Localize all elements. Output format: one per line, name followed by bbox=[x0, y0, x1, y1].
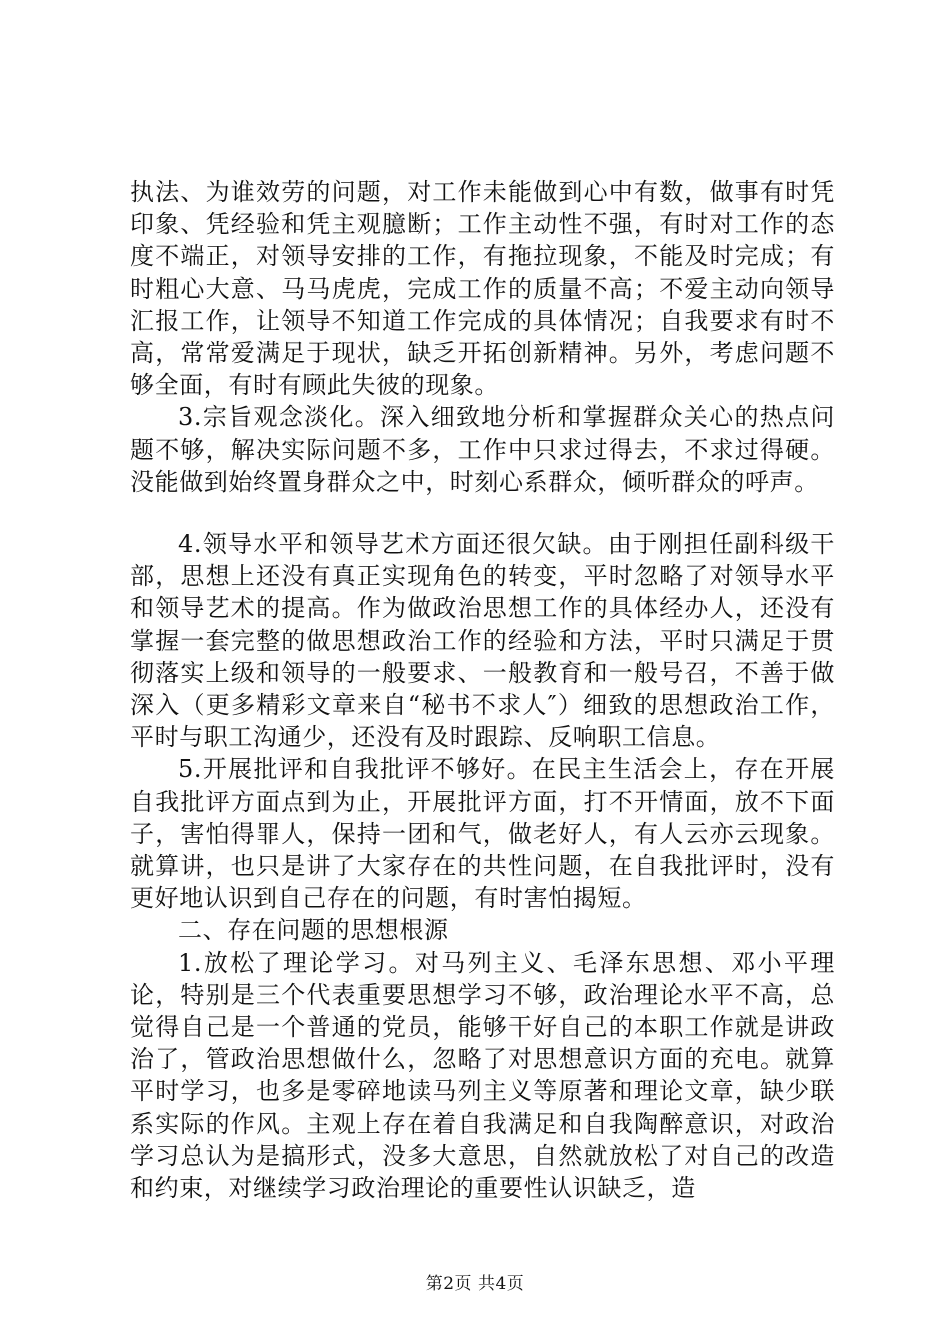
paragraph-gap bbox=[130, 498, 835, 528]
page-footer: 第2页 共4页 bbox=[425, 1274, 525, 1294]
paragraph-item-4: 4.领导水平和领导艺术方面还很欠缺。由于刚担任副科级干部，思想上还没有真正实现角色的转变，平时忽略了对领导水平和领导艺术的提高。作为做政治思想工作的具体经办人，还没有掌握一套完整的做思想政治工作的经验和方法，平时只满足于贯彻落实上级和领导的一般要求、一般教育和一般号召，不善于做深入（更多精彩文章来自“秘书不求人″）细致的思想政治工作，平时与职工沟通少，还没有及时跟踪、反响职工信息。 bbox=[130, 530, 835, 752]
paragraph-item-3: 3.宗旨观念淡化。深入细致地分析和掌握群众关心的热点问题不够，解决实际问题不多，工作中只求过得去，不求过得硬。没能做到始终置身群众之中，时刻心系群众，倾听群众的呼声。 bbox=[130, 403, 835, 496]
paragraph-item-1: 1.放松了理论学习。对马列主义、毛泽东思想、邓小平理论，特别是三个代表重要思想学习不够，政治理论水平不高，总觉得自己是一个普通的党员，能够干好自己的本职工作就是讲政治了，管政治思想做什么，忽略了对思想意识方面的充电。就算平时学习，也多是零碎地读马列主义等原著和理论文章，缺少联系实际的作风。主观上存在着自我满足和自我陶醉意识，对政治学习总认为是搞形式，没多大意思，自然就放松了对自己的改造和约束，对继续学习政治理论的重要性认识缺乏，造 bbox=[130, 948, 835, 1203]
paragraph-item-5: 5.开展批评和自我批评不够好。在民主生活会上，存在开展自我批评方面点到为止，开展批评方面，打不开情面，放不下面子，害怕得罪人，保持一团和气，做老好人，有人云亦云现象。就算讲，也只是讲了大家存在的共性问题，在自我批评时，没有更好地认识到自己存在的问题，有时害怕揭短。 bbox=[130, 755, 835, 913]
document-body bbox=[130, 176, 835, 1204]
section-heading: 二、存在问题的思想根源 bbox=[178, 916, 449, 945]
paragraph-continuation: 执法、为谁效劳的问题，对工作未能做到心中有数，做事有时凭印象、凭经验和凭主观臆断；工作主动性不强，有时对工作的态度不端正，对领导安排的工作，有拖拉现象，不能及时完成；有时粗心大意、马马虎虎，完成工作的质量不高；不爱主动向领导汇报工作，让领导不知道工作完成的具体情况；自我要求有时不高，常常爱满足于现状，缺乏开拓创新精神。另外，考虑问题不够全面，有时有顾此失彼的现象。 bbox=[130, 178, 835, 400]
